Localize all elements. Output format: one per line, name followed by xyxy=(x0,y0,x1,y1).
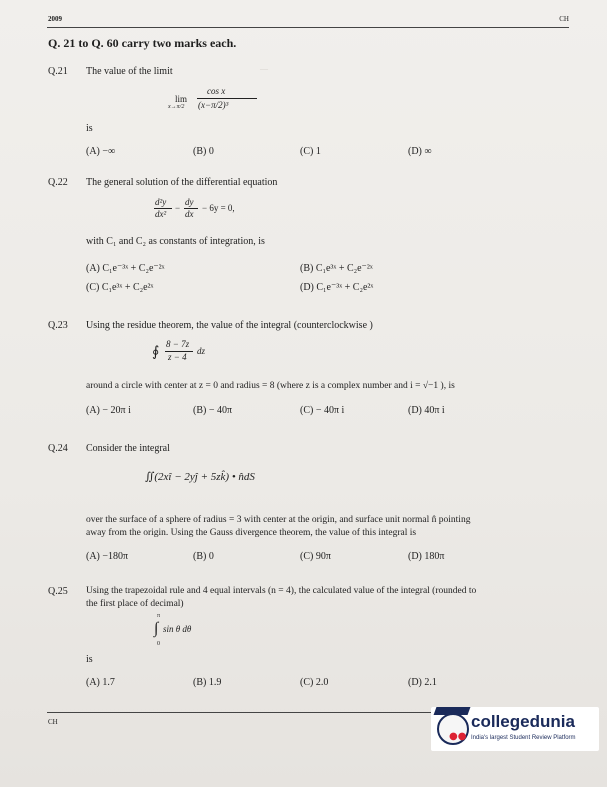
integral-sign: ∫ xyxy=(154,620,159,637)
option-a: (A) −∞ xyxy=(86,146,116,157)
option-c: (C) 1 xyxy=(300,146,321,157)
option-b: (B) 0 xyxy=(193,146,214,157)
question-text: Using the trapezoidal rule and 4 equal intervals (n = 4), the calculated value of the integral (rounded to xyxy=(86,586,477,596)
question-after: is xyxy=(86,654,93,665)
question-number: Q.22 xyxy=(48,177,68,188)
question-number: Q.21 xyxy=(48,66,68,77)
option-b: (B) 1.9 xyxy=(193,677,222,688)
question-number: Q.25 xyxy=(48,586,68,597)
option-c: (C) C₁e³ˣ + C₂e²ˣ xyxy=(86,282,154,293)
option-b: (B) C₁e³ˣ + C₂e⁻²ˣ xyxy=(300,263,373,274)
option-a: (A) C₁e⁻³ˣ + C₂e⁻²ˣ xyxy=(86,263,165,274)
math-denominator: z − 4 xyxy=(168,352,187,362)
question-after: around a circle with center at z = 0 and radius = 8 (where z is a complex number and i = √−1 ), is xyxy=(86,381,455,391)
question-number: Q.23 xyxy=(48,320,68,331)
question-text: The general solution of the differential equation xyxy=(86,177,278,188)
footer-paper-code: CH xyxy=(48,718,58,726)
option-d: (D) 180π xyxy=(408,551,445,562)
collegedunia-logo xyxy=(431,707,599,751)
option-b: (B) 0 xyxy=(193,551,214,562)
math-limit-sub: x→π/2 xyxy=(168,104,185,110)
option-b: (B) − 40π xyxy=(193,405,233,416)
math-numerator: 8 − 7z xyxy=(166,339,190,349)
question-after-2: away from the origin. Using the Gauss divergence theorem, the value of this integral is xyxy=(86,528,417,538)
math-dx: dx xyxy=(185,209,194,219)
question-after: with C₁ and C₂ as constants of integration, is xyxy=(86,236,265,247)
option-a: (A) −180π xyxy=(86,551,129,562)
math-rest: − 6y = 0, xyxy=(202,203,235,213)
header-rule xyxy=(47,27,569,28)
math-dy: dy xyxy=(185,197,194,207)
question-after: is xyxy=(86,123,93,134)
option-d: (D) 2.1 xyxy=(408,677,437,688)
header-year: 2009 xyxy=(48,15,62,23)
question-text-2: the first place of decimal) xyxy=(86,599,184,609)
option-c: (C) 90π xyxy=(300,551,331,562)
option-c: (C) − 40π i xyxy=(300,405,345,416)
math-dx2: dx² xyxy=(155,209,167,219)
question-text: Using the residue theorem, the value of the integral (counterclockwise ) xyxy=(86,320,373,331)
contour-integral-sign: ∮ xyxy=(152,345,160,360)
mascot-icon: ●● xyxy=(437,713,469,745)
section-title: Q. 21 to Q. 60 carry two marks each. xyxy=(48,36,237,50)
question-text: Consider the integral xyxy=(86,443,170,454)
math-lim: lim xyxy=(175,94,188,104)
logo-name: collegedunia xyxy=(471,712,575,731)
bleed-through-text: — xyxy=(260,64,268,73)
option-d: (D) ∞ xyxy=(408,146,432,157)
logo-tagline: India's largest Student Review Platform xyxy=(471,735,576,741)
math-d2y: d²y xyxy=(155,197,167,207)
option-c: (C) 2.0 xyxy=(300,677,329,688)
question-after: over the surface of a sphere of radius = 3 with center at the origin, and surface unit normal n̂ pointing xyxy=(86,515,471,525)
graduation-cap-icon xyxy=(434,707,471,715)
math-denominator: (x−π/2)³ xyxy=(198,100,229,110)
header-paper-code: CH xyxy=(559,15,569,23)
question-text: The value of the limit xyxy=(86,66,173,77)
option-d: (D) C₁e⁻³ˣ + C₂e²ˣ xyxy=(300,282,374,293)
integral-upper-limit: π xyxy=(157,613,161,619)
math-minus: − xyxy=(175,203,181,213)
option-a: (A) − 20π i xyxy=(86,405,131,416)
math-dz: dz xyxy=(197,346,206,356)
fraction-bar xyxy=(197,98,257,99)
math-numerator: cos x xyxy=(207,86,226,96)
surface-integral: ∬(2xî − 2yĵ + 5zk̂) • n̂dS xyxy=(145,471,255,483)
integral-lower-limit: 0 xyxy=(157,641,160,647)
option-a: (A) 1.7 xyxy=(86,677,115,688)
option-d: (D) 40π i xyxy=(408,405,445,416)
integrand: sin θ dθ xyxy=(163,624,192,634)
question-number: Q.24 xyxy=(48,443,68,454)
